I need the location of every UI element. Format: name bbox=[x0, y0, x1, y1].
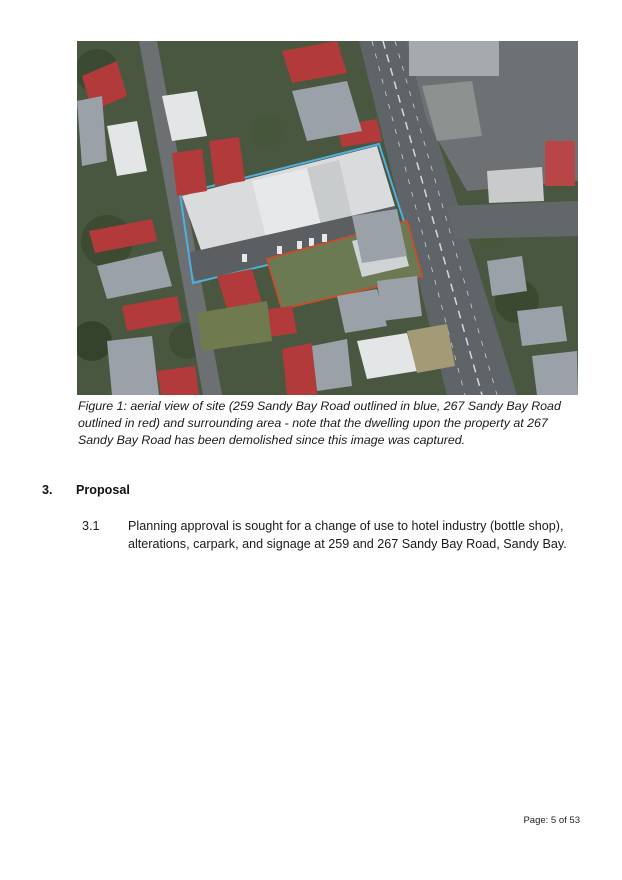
figure-caption: Figure 1: aerial view of site (259 Sandy Bay Road outlined in blue, 267 Sandy Bay Road outlined in red) and surrounding area - note that the dwelling upon the property at 267 Sandy Bay Road has been demolished since this image was captured. bbox=[78, 399, 561, 447]
paragraph-text: Planning approval is sought for a change of use to hotel industry (bottle shop), alterations, carpark, and signage at 259 and 267 Sandy Bay Road, Sandy Bay. bbox=[128, 519, 567, 551]
aerial-site-photo bbox=[77, 41, 578, 395]
section-heading bbox=[42, 483, 130, 497]
section-number: 3. bbox=[42, 483, 53, 497]
paragraph-3-1 bbox=[82, 518, 592, 553]
paragraph-number: 3.1 bbox=[82, 519, 100, 533]
section-title: Proposal bbox=[76, 483, 130, 497]
page-number: Page: 5 of 53 bbox=[523, 815, 580, 826]
